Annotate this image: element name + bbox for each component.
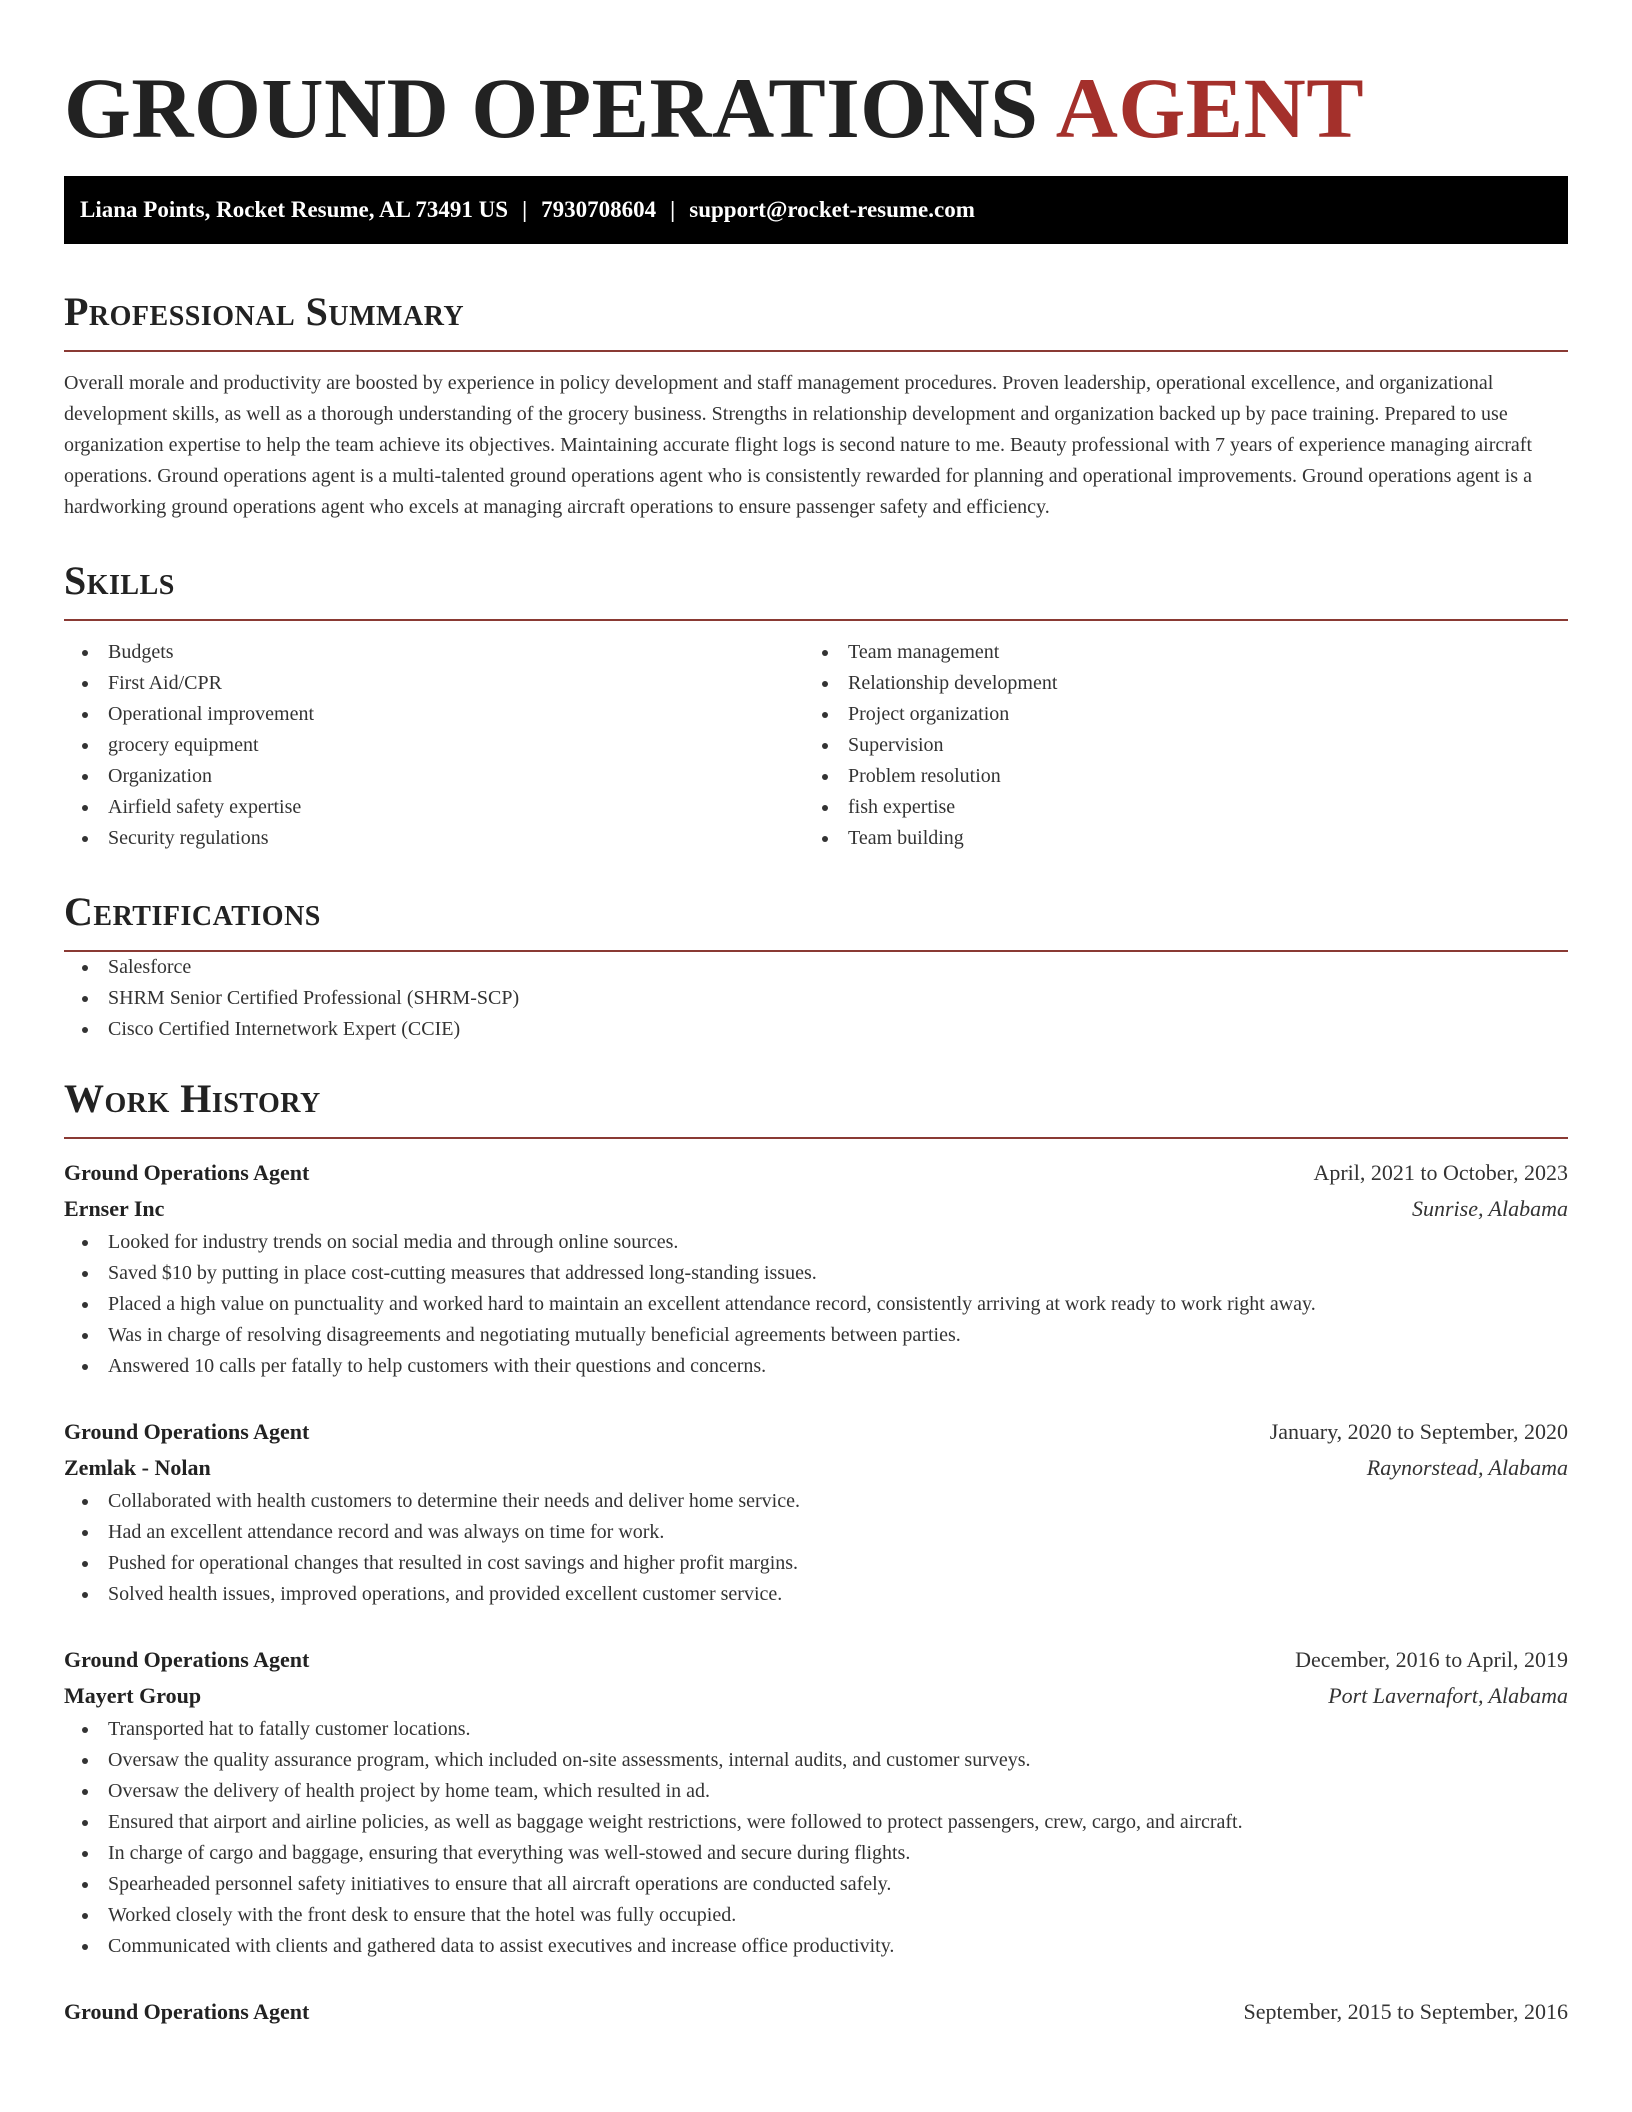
certification-item: Salesforce <box>64 952 1568 983</box>
job-duty: Communicated with clients and gathered data to assist executives and increase office productivity. <box>64 1931 1568 1962</box>
contact-separator: | <box>522 197 528 222</box>
job-duty: Oversaw the quality assurance program, which included on-site assessments, internal audits, and customer surveys. <box>64 1745 1568 1776</box>
job-duty: Solved health issues, improved operations, and provided excellent customer service. <box>64 1579 1568 1610</box>
contact-address: Liana Points, Rocket Resume, AL 73491 US <box>80 197 509 222</box>
job-duty: Worked closely with the front desk to ensure that the hotel was fully occupied. <box>64 1900 1568 1931</box>
job-company-row <box>64 1678 1568 1714</box>
job-dates: December, 2016 to April, 2019 <box>1295 1647 1568 1672</box>
job-company-row <box>64 1191 1568 1227</box>
section-heading: Work History <box>64 1076 321 1121</box>
job-duty: Oversaw the delivery of health project by home team, which resulted in ad. <box>64 1776 1568 1807</box>
job-header-row <box>64 1414 1568 1450</box>
job-duty: In charge of cargo and baggage, ensuring that everything was well-stowed and secure during flights. <box>64 1838 1568 1869</box>
title-accent: AGENT <box>1055 60 1365 156</box>
skills-section <box>64 557 1568 854</box>
certifications-section <box>64 888 1568 1045</box>
work-history-section <box>64 1075 1568 2030</box>
contact-email[interactable]: support@rocket-resume.com <box>689 197 975 222</box>
resume-page <box>64 0 1568 2030</box>
section-heading: Certifications <box>64 889 321 934</box>
job-header-row <box>64 1994 1568 2030</box>
skills-column-left <box>64 637 804 854</box>
job-header-row <box>64 1155 1568 1191</box>
job-duties-list <box>64 1486 1568 1610</box>
skill-item: Airfield safety expertise <box>64 792 804 823</box>
skill-item: Organization <box>64 761 804 792</box>
certification-item: SHRM Senior Certified Professional (SHRM-SCP) <box>64 983 1568 1014</box>
job-duty: Pushed for operational changes that resulted in cost savings and higher profit margins. <box>64 1548 1568 1579</box>
job-location: Raynorstead, Alabama <box>1366 1455 1568 1480</box>
title-main: GROUND OPERATIONS <box>64 60 1039 156</box>
skill-item: fish expertise <box>804 792 1544 823</box>
job-duty: Placed a high value on punctuality and worked hard to maintain an excellent attendance record, consistently arriving at work ready to work right away. <box>64 1289 1568 1320</box>
contact-phone: 7930708604 <box>541 197 657 222</box>
skill-item: Problem resolution <box>804 761 1544 792</box>
contact-separator: | <box>670 197 676 222</box>
job-title: Ground Operations Agent <box>64 1647 310 1672</box>
skill-item: Team building <box>804 823 1544 854</box>
professional-summary-section <box>64 288 1568 523</box>
job-header-row <box>64 1642 1568 1678</box>
skill-item: Security regulations <box>64 823 804 854</box>
job-duty: Was in charge of resolving disagreements and negotiating mutually beneficial agreements between parties. <box>64 1320 1568 1351</box>
contact-bar <box>64 176 1568 244</box>
skill-item: Project organization <box>804 699 1544 730</box>
job-location: Sunrise, Alabama <box>1411 1196 1568 1221</box>
job-duty: Transported hat to fatally customer locations. <box>64 1714 1568 1745</box>
job-dates: January, 2020 to September, 2020 <box>1269 1419 1568 1444</box>
job-title: Ground Operations Agent <box>64 1160 310 1185</box>
job-company: Zemlak - Nolan <box>64 1455 211 1480</box>
summary-text: Overall morale and productivity are boosted by experience in policy development and staff management procedures. Proven leadership, operational excellence, and organizational development skills, as well as a thorough understanding of the grocery business. Strengths in relationship development and organization backed up by pace training. Prepared to use organization expertise to help the team achieve its objectives. Maintaining accurate flight logs is second nature to me. Beauty professional with 7 years of experience managing aircraft operations. Ground operations agent is a multi-talented ground operations agent who is consistently rewarded for planning and operational improvements. Ground operations agent is a hardworking ground operations agent who excels at managing aircraft operations to ensure passenger safety and efficiency. <box>64 372 1533 518</box>
job-entry <box>64 1414 1568 1610</box>
skill-item: First Aid/CPR <box>64 668 804 699</box>
section-divider <box>64 619 1568 621</box>
job-location: Port Lavernafort, Alabama <box>1328 1683 1568 1708</box>
job-duty: Saved $10 by putting in place cost-cutting measures that addressed long-standing issues. <box>64 1258 1568 1289</box>
skill-item: grocery equipment <box>64 730 804 761</box>
skill-item: Budgets <box>64 637 804 668</box>
job-duty: Looked for industry trends on social media and through online sources. <box>64 1227 1568 1258</box>
certifications-list <box>64 952 1568 1045</box>
skill-item: Relationship development <box>804 668 1544 699</box>
job-title: Ground Operations Agent <box>64 1999 310 2024</box>
job-entry <box>64 1642 1568 1962</box>
skill-item: Operational improvement <box>64 699 804 730</box>
job-company: Mayert Group <box>64 1683 202 1708</box>
job-duty: Had an excellent attendance record and was always on time for work. <box>64 1517 1568 1548</box>
job-duty: Answered 10 calls per fatally to help customers with their questions and concerns. <box>64 1351 1568 1382</box>
resume-title <box>64 60 1568 156</box>
job-dates: April, 2021 to October, 2023 <box>1313 1160 1568 1185</box>
skill-item: Supervision <box>804 730 1544 761</box>
job-duty: Spearheaded personnel safety initiatives to ensure that all aircraft operations are conducted safely. <box>64 1869 1568 1900</box>
job-entry <box>64 1155 1568 1382</box>
section-divider <box>64 350 1568 352</box>
job-company-row <box>64 1450 1568 1486</box>
skills-column-right <box>804 637 1544 854</box>
job-duty: Ensured that airport and airline policies, as well as baggage weight restrictions, were followed to protect passengers, crew, cargo, and aircraft. <box>64 1807 1568 1838</box>
job-company: Ernser Inc <box>64 1196 165 1221</box>
section-heading: Professional Summary <box>64 289 465 334</box>
job-duties-list <box>64 1714 1568 1962</box>
section-heading: Skills <box>64 558 175 603</box>
job-entry <box>64 1994 1568 2030</box>
certification-item: Cisco Certified Internetwork Expert (CCIE) <box>64 1014 1568 1045</box>
job-title: Ground Operations Agent <box>64 1419 310 1444</box>
job-duties-list <box>64 1227 1568 1382</box>
job-dates: September, 2015 to September, 2016 <box>1243 1999 1568 2024</box>
section-divider <box>64 1137 1568 1139</box>
skill-item: Team management <box>804 637 1544 668</box>
skills-grid <box>64 637 1568 854</box>
job-duty: Collaborated with health customers to determine their needs and deliver home service. <box>64 1486 1568 1517</box>
